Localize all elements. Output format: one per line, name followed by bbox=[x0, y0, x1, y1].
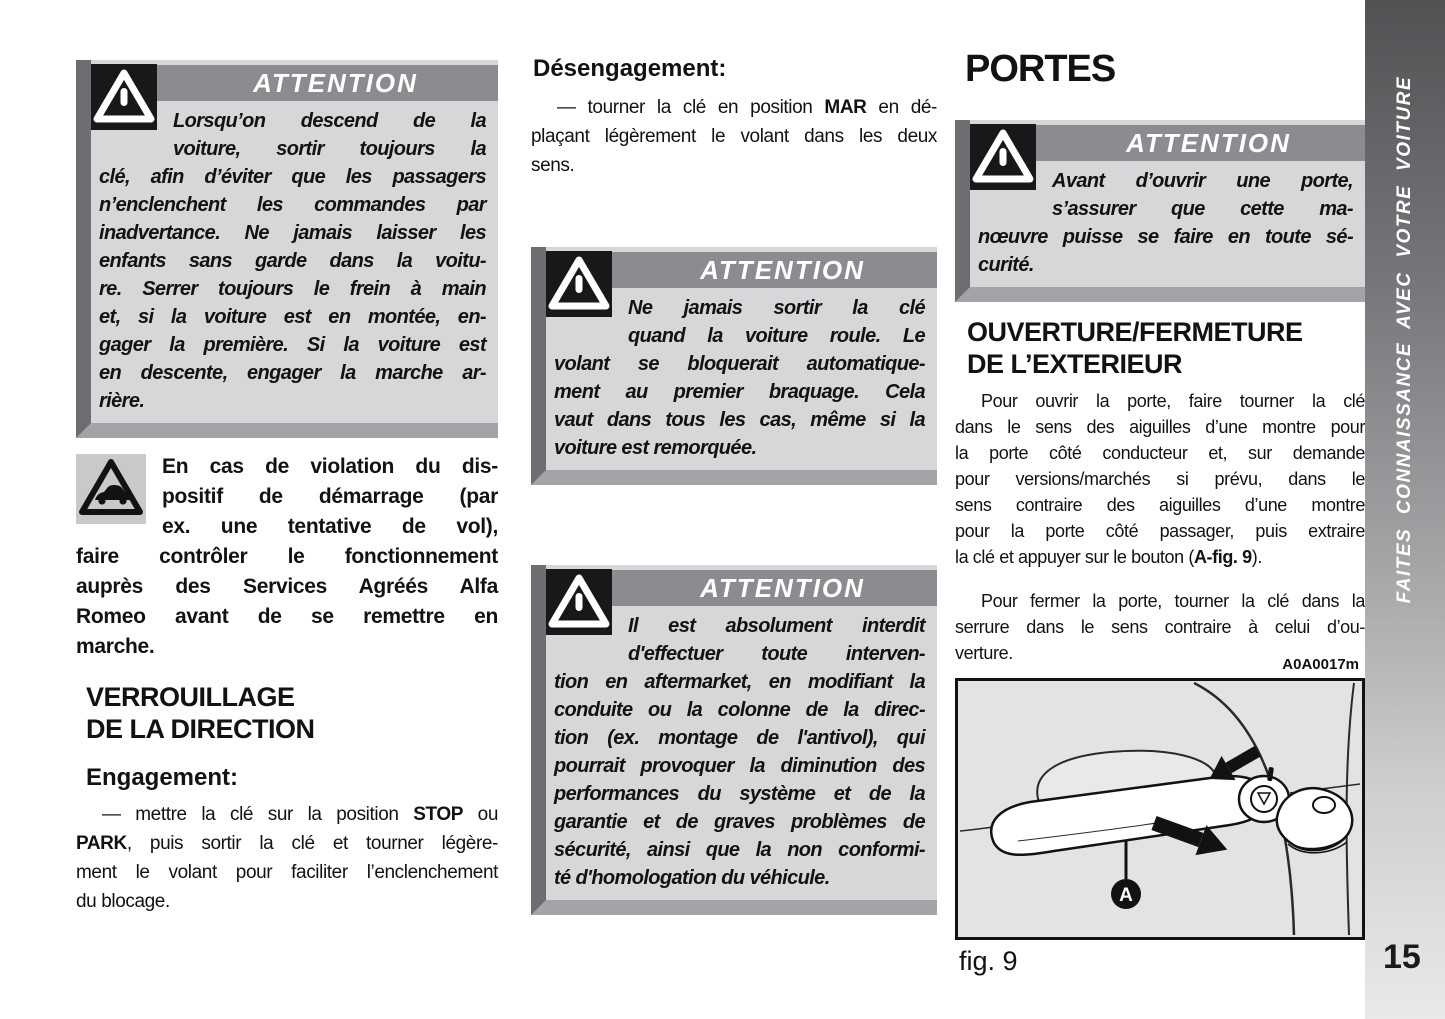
text-line: inadvertance. Ne jamais laisser les bbox=[99, 222, 486, 244]
text-line: verture. bbox=[955, 643, 1013, 663]
text-line: sécurité, ainsi que la non conformi- bbox=[554, 839, 925, 861]
door-handle-illustration bbox=[958, 681, 1362, 937]
text-line: la porte côté conducteur et, sur demande bbox=[955, 443, 1365, 463]
text-line: ment le volant pour faciliter l’enclenchement bbox=[76, 862, 498, 883]
text-line: ex. une tentative de vol), bbox=[162, 515, 498, 538]
car-hazard-icon bbox=[76, 454, 146, 524]
text-line: marche. bbox=[76, 635, 155, 658]
text-line: pour versions/marchés si prévu, dans le bbox=[955, 469, 1365, 489]
text-line: Lorsqu’on descend de la bbox=[173, 110, 486, 132]
warning-text bbox=[546, 294, 937, 462]
engagement-paragraph bbox=[76, 800, 498, 916]
figure-label-a: A bbox=[1119, 885, 1133, 906]
text-line: serrure dans le sens contraire à celui d’ou- bbox=[955, 617, 1365, 637]
text-line: plaçant légèrement le volant dans les deux bbox=[531, 126, 937, 147]
figure-9-door-handle bbox=[955, 678, 1365, 940]
text-line: quand la voiture roule. Le bbox=[628, 325, 925, 347]
text-line: rière. bbox=[99, 390, 145, 412]
text-line: clé, afin d’éviter que les passagers bbox=[99, 166, 486, 188]
open-door-paragraph bbox=[955, 388, 1365, 570]
text-line: En cas de violation du dis- bbox=[162, 455, 498, 478]
text-line: conduite ou la colonne de la direc- bbox=[554, 699, 925, 721]
text-line: Il est absolument interdit bbox=[628, 615, 925, 637]
text-line: curité. bbox=[978, 254, 1034, 276]
text-line: nœuvre puisse se faire en toute sé- bbox=[978, 226, 1353, 248]
text-line: enfants sans garde dans la voitu- bbox=[99, 250, 486, 272]
text-line: Pour ouvrir la porte, faire tourner la clé bbox=[981, 391, 1365, 411]
text-line: du blocage. bbox=[76, 891, 170, 912]
text-line: vaut dans tous les cas, même si la bbox=[554, 409, 925, 431]
text-line: en descente, engager la marche ar- bbox=[99, 362, 486, 384]
chapter-sidebar bbox=[1365, 0, 1445, 1019]
warning-text bbox=[91, 107, 498, 415]
warning-triangle-icon bbox=[546, 569, 612, 635]
text-line: performances du système et de la bbox=[554, 783, 925, 805]
chapter-title-vertical: FAITES CONNAISSANCE AVEC VOTRE VOITURE bbox=[1394, 76, 1415, 604]
close-door-paragraph bbox=[955, 588, 1365, 666]
warning-box-aftermarket bbox=[531, 565, 937, 915]
text-line: Pour fermer la porte, tourner la clé dans la bbox=[981, 591, 1365, 611]
text-line: ment au premier braquage. Cela bbox=[554, 381, 925, 403]
figure-caption: fig. 9 bbox=[959, 946, 1018, 976]
text-line: faire contrôler le fonctionnement bbox=[76, 545, 498, 568]
text-line: voiture, sortir toujours la bbox=[173, 138, 486, 160]
figure-reference-code: A0A0017m bbox=[1282, 656, 1359, 673]
text-line: sens contraire des aiguilles d’une montre bbox=[955, 495, 1365, 515]
section-heading-verrouillage bbox=[86, 681, 315, 745]
page-number: 15 bbox=[1383, 938, 1421, 976]
attention-header: ATTENTION bbox=[568, 252, 937, 288]
page-title-portes: PORTES bbox=[965, 48, 1116, 90]
text-line: pour la porte côté passager, puis extraire bbox=[955, 521, 1365, 541]
text-line: PARK, puis sortir la clé et tourner légère- bbox=[76, 833, 498, 854]
text-line: la clé et appuyer sur le bouton (A-fig. 9). bbox=[955, 547, 1262, 567]
heading-line: DE L’EXTERIEUR bbox=[967, 349, 1183, 379]
warning-text bbox=[546, 612, 937, 892]
text-line: auprès des Services Agréés Alfa bbox=[76, 575, 498, 598]
text-line: — mettre la clé sur la position STOP ou bbox=[102, 804, 498, 825]
warning-triangle-icon bbox=[91, 64, 157, 130]
text-line: pourrait provoquer la diminution des bbox=[554, 755, 925, 777]
text-line: s’assurer que cette ma- bbox=[1052, 198, 1353, 220]
warning-box-key-in-motion bbox=[531, 247, 937, 485]
immobilizer-note bbox=[76, 452, 498, 662]
heading-line: OUVERTURE/FERMETURE bbox=[967, 317, 1303, 347]
attention-header: ATTENTION bbox=[113, 65, 498, 101]
text-line: Ne jamais sortir la clé bbox=[628, 297, 925, 319]
text-line: d'effectuer toute interven- bbox=[628, 643, 925, 665]
attention-header: ATTENTION bbox=[992, 125, 1365, 161]
warning-box-key-removal bbox=[76, 60, 498, 438]
subheading-engagement: Engagement: bbox=[86, 764, 239, 791]
text-line: — tourner la clé en position MAR en dé- bbox=[557, 97, 937, 118]
text-line: sens. bbox=[531, 155, 575, 176]
column-left bbox=[76, 0, 498, 1019]
text-line: té d'homologation du véhicule. bbox=[554, 867, 830, 889]
warning-box-open-door bbox=[955, 120, 1365, 302]
text-line: garantie et de graves problèmes de bbox=[554, 811, 925, 833]
text-line: gager la première. Si la voiture est bbox=[99, 334, 486, 356]
heading-line: VERROUILLAGE bbox=[86, 682, 295, 712]
warning-triangle-icon bbox=[970, 124, 1036, 190]
section-heading-ouverture bbox=[967, 316, 1303, 380]
text-line: tion en aftermarket, en modifiant la bbox=[554, 671, 925, 693]
text-line: positif de démarrage (par bbox=[162, 485, 498, 508]
text-line: Romeo avant de se remettre en bbox=[76, 605, 498, 628]
text-line: re. Serrer toujours le frein à main bbox=[99, 278, 486, 300]
text-line: et, si la voiture est en montée, en- bbox=[99, 306, 486, 328]
subheading-desengagement: Désengagement: bbox=[533, 55, 727, 82]
text-line: dans le sens des aiguilles d’une montre pour bbox=[955, 417, 1365, 437]
text-line: n’enclenchent les commandes par bbox=[99, 194, 486, 216]
text-line: volant se bloquerait automatique- bbox=[554, 353, 925, 375]
desengagement-paragraph bbox=[531, 93, 937, 180]
text-line: voiture est remorquée. bbox=[554, 437, 757, 459]
text-line: tion (ex. montage de l'antivol), qui bbox=[554, 727, 925, 749]
attention-header: ATTENTION bbox=[568, 570, 937, 606]
column-right bbox=[955, 0, 1365, 1019]
text-line: Avant d’ouvrir une porte, bbox=[1052, 170, 1353, 192]
warning-triangle-icon bbox=[546, 251, 612, 317]
column-middle bbox=[531, 0, 937, 1019]
heading-line: DE LA DIRECTION bbox=[86, 714, 315, 744]
